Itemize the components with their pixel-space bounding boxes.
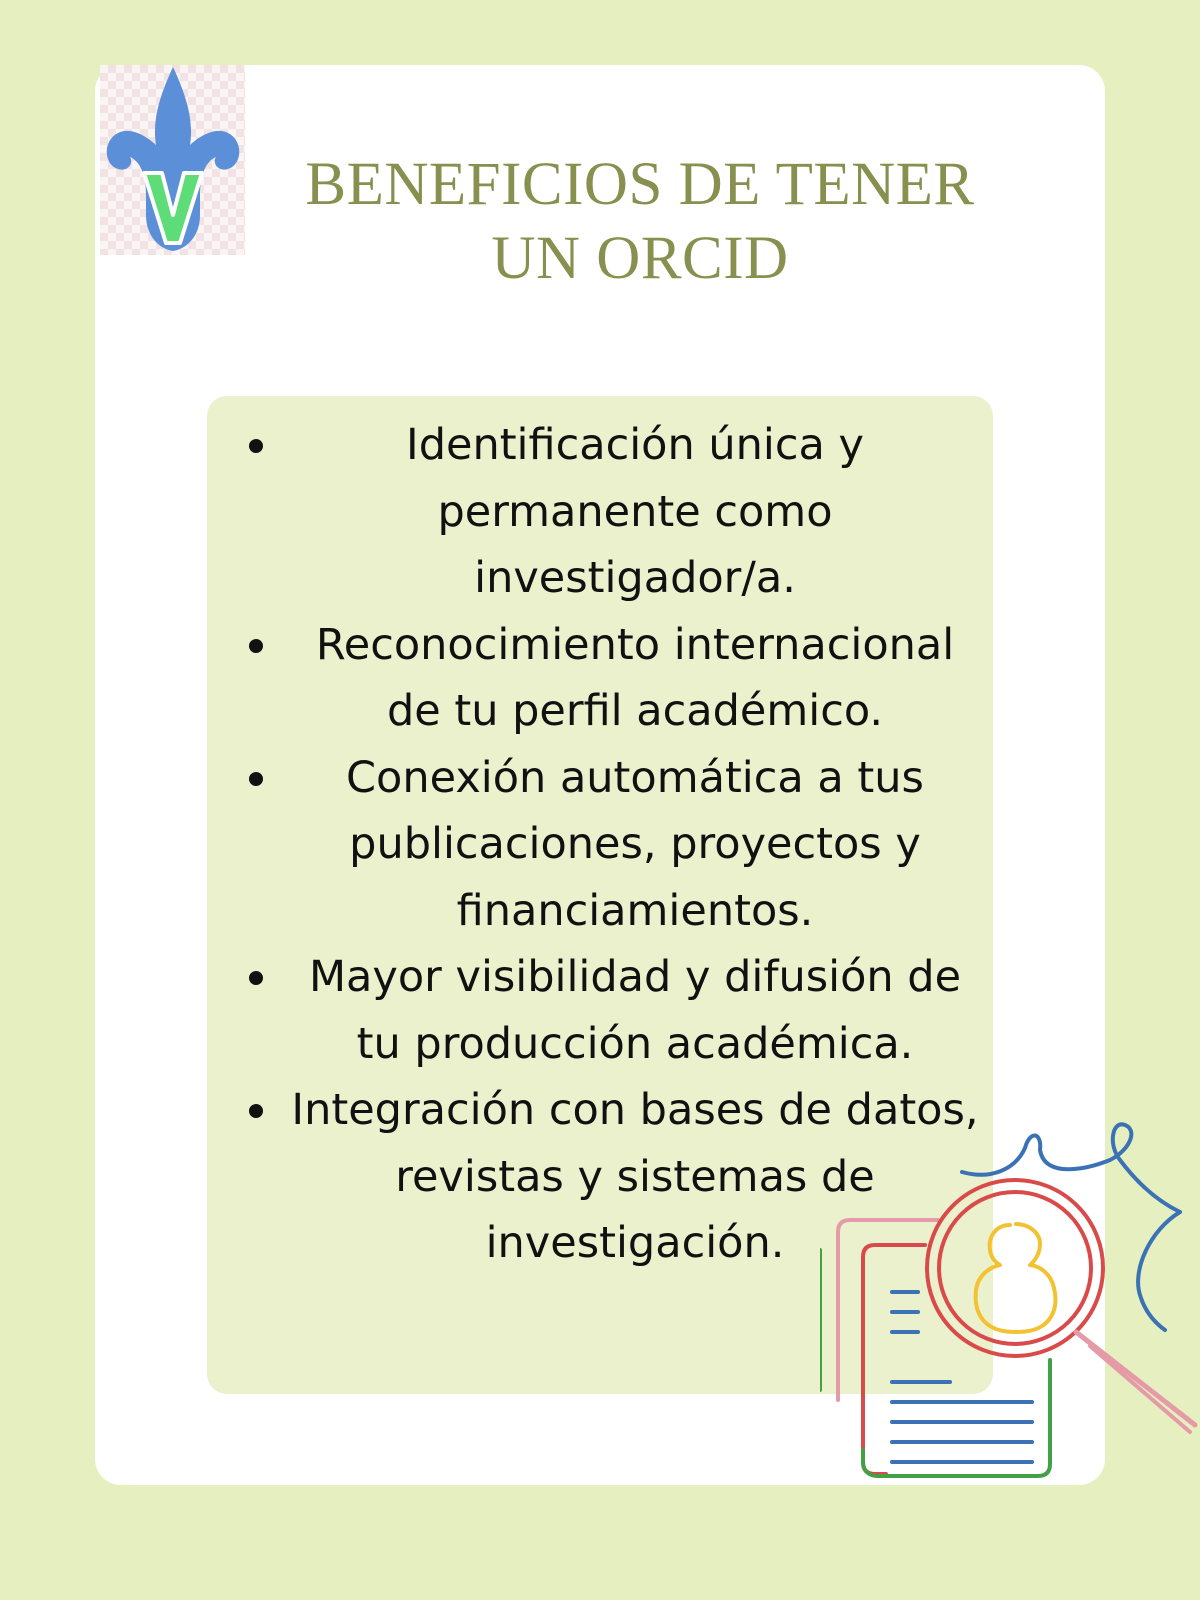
benefit-text: Conexión automática a tus publicaciones, proyectos y financiamientos. (346, 752, 924, 936)
title-line-1: BENEFICIOS DE TENER (305, 151, 975, 218)
bullet-icon (249, 1104, 263, 1118)
benefit-text: Reconocimiento internacional de tu perfil académico. (315, 619, 955, 736)
page-title (265, 148, 1015, 296)
bullet-icon (249, 439, 263, 453)
benefit-text: Mayor visibilidad y difusión de tu producción académica. (308, 952, 962, 1069)
list-item (235, 412, 980, 612)
benefit-text: Identificación única y permanente como investigador/a. (406, 420, 864, 603)
profile-search-illustration-icon (820, 1120, 1200, 1520)
bullet-icon (249, 639, 263, 653)
list-item (235, 944, 980, 1077)
bullet-icon (249, 971, 263, 985)
benefit-text: Integración con bases de datos, revistas y sistemas de investigación. (291, 1085, 979, 1268)
list-item (235, 612, 980, 745)
title-line-2: UN ORCID (491, 225, 789, 292)
list-item (235, 745, 980, 945)
university-logo-icon (100, 65, 245, 255)
bullet-icon (249, 772, 263, 786)
